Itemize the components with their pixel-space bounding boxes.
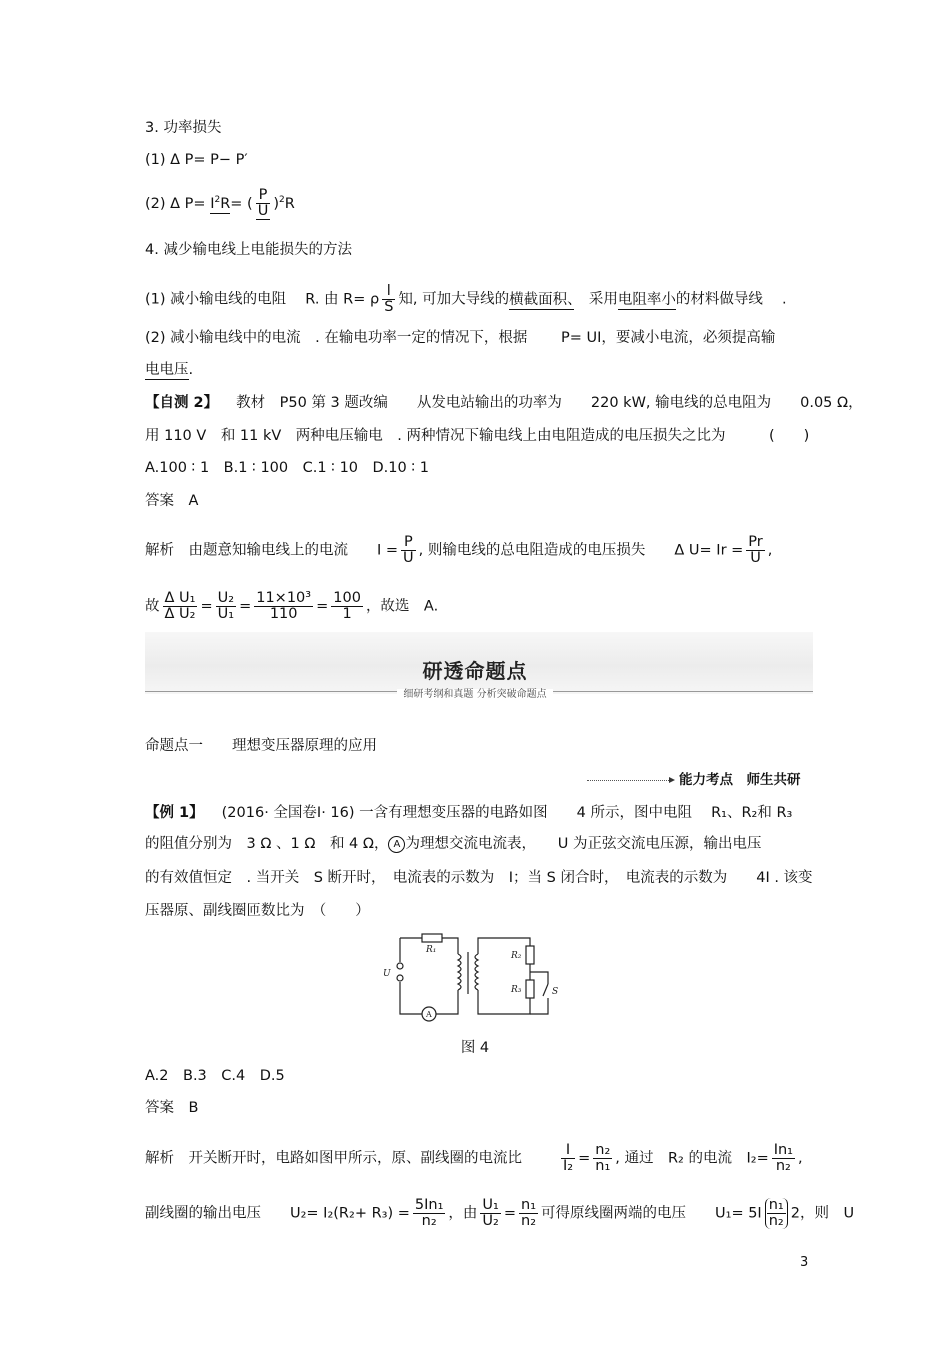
switch-s	[543, 984, 548, 996]
label-r1: R₁	[426, 945, 437, 955]
page-number: 3	[800, 1255, 809, 1270]
example-analysis-1: 解析 开关断开时，电路如图甲所示，原、副线圈的电流比 $\frac{I}{\text{I₂}}$ = $\frac{\text{n₂}}{\text{n₁}}$ , 通过 R₂ 的电流 I₂= $\frac{\text{In₁}}{\text{n₂}}$ ,	[145, 1142, 803, 1174]
ability-label: 能力考点 师生共研	[587, 768, 813, 788]
self-test-line-1: 【自测 2】 教材 P50 第 3 题改编 从发电站输出的功率为 220 kW, 输电线的总电阻为 0.05 Ω，	[145, 395, 863, 411]
self-test-line-2: 用 110 V 和 11 kV 两种电压输电 . 两种情况下输电线上由电阻造成的电压损失之比为 ( )	[145, 428, 810, 444]
example-line-4: 压器原、副线圈匝数比为 （ ）	[145, 903, 370, 919]
example-line-2: 的阻值分别为 3 Ω 、1 Ω 和 4 Ω， A 为理想交流电流表， U 为正弦交流电压源，输出电压	[145, 836, 762, 852]
label-a: A	[426, 1010, 432, 1019]
resistor-r1	[422, 934, 442, 942]
arrow-icon	[669, 777, 675, 783]
self-test-options: A.100 ∶ 1 B.1 ∶ 100 C.1 ∶ 10 D.10 ∶ 1	[145, 460, 429, 476]
source-terminal-top	[397, 963, 403, 969]
ammeter-icon: A	[388, 836, 405, 853]
secondary-coil	[475, 954, 478, 990]
banner-subtitle: 细研考纲和真题 分析突破命题点	[0, 685, 950, 700]
sec4-method-2-cont: 电电压.	[145, 362, 194, 378]
primary-coil	[458, 954, 461, 990]
self-test-conclusion: 故 $\frac{\text{Δ U₁}}{\text{Δ U₂}}$ = $\frac{\text{U₂}}{\text{U₁}}$ = $\frac{\text{11×10³}}{110}$ = $\frac{100}{1}$ ，故选 A.	[145, 590, 439, 622]
sec4-method-2: (2) 减小输电线中的电流 . 在输电功率一定的情况下，根据 P= UI，要减小电流，必须提高输	[145, 330, 776, 346]
label-r2: R₂	[511, 951, 522, 961]
resistor-r3	[526, 980, 534, 998]
sec4-method-1: (1) 减小输电线的电阻 R. 由 R= ρ $\frac{l}{S}$ 知, 可加大导线的横截面积、 采用电阻率小的材料做导线 .	[145, 283, 787, 315]
label-u: U	[383, 969, 391, 979]
dotted-leader	[587, 780, 669, 781]
example-line-3: 的有效值恒定 . 当开关 S 断开时， 电流表的示数为 I；当 S 闭合时， 电流表的示数为 4I . 该变	[145, 870, 813, 886]
source-terminal-bottom	[397, 975, 403, 981]
example-options: A.2 B.3 C.4 D.5	[145, 1068, 285, 1084]
label-r3: R₃	[511, 985, 522, 995]
example-answer: 答案 B	[145, 1100, 199, 1116]
resistor-r2	[526, 946, 534, 964]
self-test-answer: 答案 A	[145, 493, 199, 509]
switch-wires	[530, 972, 548, 1014]
circuit-diagram	[380, 928, 570, 1026]
sec3-title: 3. 功率损失	[145, 120, 222, 136]
label-s: S	[552, 987, 559, 997]
self-test-analysis: 解析 由题意知输电线上的电流 I = $\frac{P}{U}$ , 则输电线的总电阻造成的电压损失 Δ U= Ir = $\frac{Pr}{U}$ ,	[145, 534, 773, 566]
example-line-1: 【例 1】 (2016· 全国卷Ⅰ· 16) 一含有理想变压器的电路如图 4 所示，图中电阻 R₁、R₂和 R₃	[145, 805, 793, 821]
figure-caption: 图 4	[460, 1040, 490, 1056]
secondary-wires	[478, 938, 530, 1014]
sec3-formula-1: (1) Δ P= P− P′	[145, 152, 248, 168]
banner-title: 研透命题点	[422, 659, 528, 683]
topic-heading: 命题点一 理想变压器原理的应用	[145, 738, 377, 754]
sec3-formula-2: (2) Δ $P= I^2R=$ ( $\frac{P}{U}$ )$^2$R	[145, 187, 295, 219]
example-analysis-2: 副线圈的输出电压 U₂= I₂(R₂+ R₃) = $\frac{\text{5In₁}}{\text{n₂}}$ ，由 $\frac{\text{U₁}}{\text{U₂}}$ = $\frac{\text{n₁}}{\text{n₂}}$ 可得原线圈两端的电压 U₁= 5I $\frac{\text{n₁}}{\text{n₂}}$ 2，则 U	[145, 1197, 855, 1229]
sec4-title: 4. 减少输电线上电能损失的方法	[145, 242, 352, 258]
